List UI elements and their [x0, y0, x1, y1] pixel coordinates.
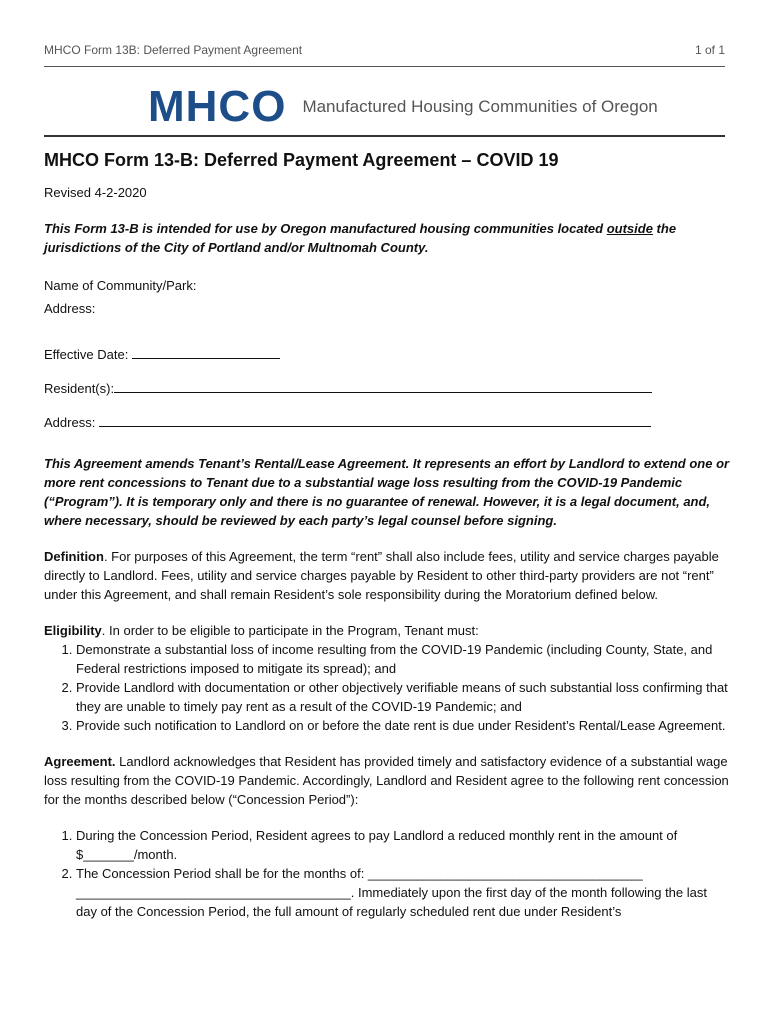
list-item: 2. The Concession Period shall be for the months of: ______________________________________ ______________________________________. Immediately upon the first day of the month following the last day of the Concession Period, the full amount of regularly scheduled rent due under Resident’s [76, 864, 730, 921]
agreement-section [44, 752, 730, 809]
eligibility-label: Eligibility [44, 623, 102, 638]
logo-rule [44, 135, 725, 137]
logo-org-name: Manufactured Housing Communities of Oregon [302, 97, 658, 116]
eligibility-list [44, 640, 730, 735]
intro-post: the jurisdictions of the City of Portland and/or Multnomah County. [44, 221, 677, 255]
header-form-title: MHCO Form 13B: Deferred Payment Agreement [44, 43, 303, 57]
address-label-1: Address: [44, 301, 96, 316]
residents-label: Resident(s): [44, 381, 115, 396]
eligibility-text: . In order to be eligible to participate in the Program, Tenant must: [101, 623, 479, 638]
agreement-label: Agreement. [44, 754, 116, 769]
page-number: 1 of 1 [694, 43, 725, 57]
definition-label: Definition [44, 549, 104, 564]
list-item: 2. Provide Landlord with documentation or other objectively verifiable means of such substantial loss confirming that they are unable to timely pay rent as a result of the COVID-19 Pandemic; and [76, 678, 730, 716]
logo-mark: MHCO [148, 82, 287, 131]
eligibility-intro [44, 621, 730, 640]
address-label-2: Address: [44, 415, 96, 430]
header-rule [44, 66, 725, 67]
agreement-notice: This Agreement amends Tenant’s Rental/Lease Agreement. It represents an effort by Landlord to extend one or more rent concessions to Tenant due to a substantial wage loss resulting from the COVID-19 Pandemic (“Program”). It is temporary only and there is no guarantee of renewal. However, it is a legal document, and, where necessary, should be reviewed by each party’s legal counsel before signing. [44, 456, 730, 528]
effective-date-field [44, 345, 730, 364]
intro-underlined: outside [606, 221, 653, 236]
page-title: MHCO Form 13-B: Deferred Payment Agreement – COVID 19 [44, 150, 559, 170]
revision-date: Revised 4-2-2020 [44, 185, 147, 200]
agreement-list [44, 826, 730, 921]
address-input-2[interactable] [99, 413, 651, 427]
definition-text: . For purposes of this Agreement, the term “rent” shall also include fees, utility and service charges payable directly to Landlord. Fees, utility and service charges payable by Resident to other third-party providers are not “rent” under this Agreement, and shall remain Resident’s sole responsibility during the Moratorium defined below. [44, 549, 719, 602]
form-body [44, 148, 730, 921]
running-header [44, 43, 725, 57]
list-item: 1. Demonstrate a substantial loss of income resulting from the COVID-19 Pandemic (including County, State, and Federal restrictions imposed to mitigate its spread); and [76, 640, 730, 678]
effective-date-input[interactable] [132, 345, 280, 359]
residents-field [44, 379, 730, 398]
eligibility-section [44, 621, 730, 735]
intro-statement [44, 219, 730, 257]
definition-section [44, 547, 730, 604]
community-field [44, 276, 730, 295]
agreement-text: Landlord acknowledges that Resident has provided timely and satisfactory evidence of a substantial wage loss resulting from the COVID-19 Pandemic. Accordingly, Landlord and Resident agree to the following rent concession for the months described below (“Concession Period”): [44, 754, 729, 807]
address-field-1 [44, 299, 730, 318]
list-item: 1. During the Concession Period, Resident agrees to pay Landlord a reduced monthly rent in the amount of $_______/month. [76, 826, 730, 864]
list-item: 3. Provide such notification to Landlord on or before the date rent is due under Resident’s Rental/Lease Agreement. [76, 716, 730, 735]
address-field-2 [44, 413, 730, 432]
mhco-logo [148, 82, 658, 131]
community-label: Name of Community/Park: [44, 278, 197, 293]
effective-date-label: Effective Date: [44, 347, 129, 362]
intro-pre: This Form 13-B is intended for use by Oregon manufactured housing communities located [44, 221, 607, 236]
residents-input[interactable] [114, 379, 652, 393]
